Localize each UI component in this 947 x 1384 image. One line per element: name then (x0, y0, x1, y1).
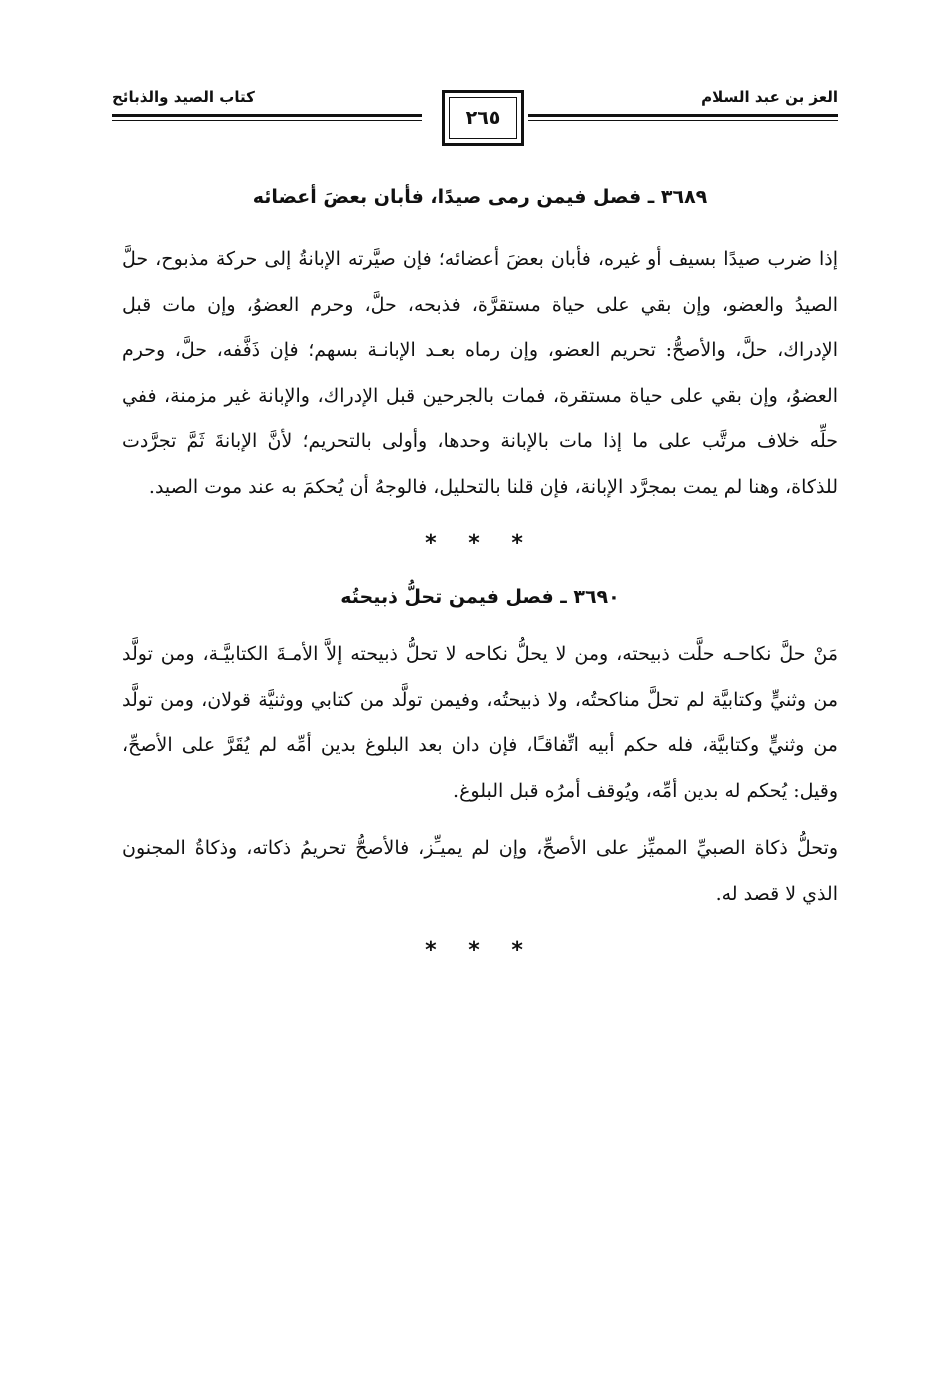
page-body (122, 172, 838, 979)
running-header-author: العز بن عبد السلام (701, 88, 838, 106)
page-number: ٢٦٥ (465, 107, 501, 129)
page-header (112, 88, 838, 158)
page-number-box (442, 90, 524, 146)
section-title-3689: ٣٦٨٩ ـ فصل فيمن رمى صيدًا، فأبان بعضَ أعضائه (252, 186, 708, 208)
running-header-book-title: كتاب الصيد والذبائح (112, 88, 255, 106)
paragraph: إذا ضرب صيدًا بسيف أو غيره، فأبان بعضَ أعضائه؛ فإن صيَّرته الإبانةُ إلى حركة مذبوح، حلَّ الصيدُ والعضو، وإن بقي على حياة مستقرَّة، فذبحه، حلَّ، وحرم العضوُ، وإن مات قبل الإدراك، حلَّ، والأصحُّ: تحريم العضو، وإن رماه بعـد الإبانـة بسهم؛ فإن ذَفَّفه، حلَّ، وحرم العضوُ، وإن بقي على حياة مستقرة، فمات بالجرحين قبل الإدراك، والإبانة غير مزمنة، ففي حلِّه خلاف مرتَّب على ما إذا مات بالإبانة وحدها، وأولى بالتحريم؛ لأنَّ الإبانةَ ثَمَّ تجرَّدت للذكاة، وهنا لم يمت بمجرَّد الإبانة، فإن قلنا بالتحليل، فالوجهُ أن يُحكمَ به عند موت الصيد. (122, 248, 838, 498)
section-separator: * * * (425, 531, 535, 556)
section-separator: * * * (425, 938, 535, 963)
paragraph: مَنْ حلَّ نكاحـه حلَّت ذبيحته، ومن لا يحلُّ نكاحه لا تحلُّ ذبيحته إلاَّ الأمـةَ الكتابيَّـة، ومن تولَّد من وثنيٍّ وكتابيَّة لم تحلَّ مناكحتُه، ولا ذبيحتُه، وفيمن تولَّد من كتابي ووثنيَّة قولان، ومن تولَّد من وثنيٍّ وكتابيَّة، فله حكم أبيه اتِّفاقـًا، فإن دان بعد البلوغ بدين أمِّه لم يُقَرَّ على الأصحِّ، وقيل: يُحكم له بدين أمِّه، ويُوقف أمرُه قبل البلوغ. (122, 643, 838, 802)
section-title-3690: ٣٦٩٠ ـ فصل فيمن تحلُّ ذبيحتُه (340, 586, 620, 608)
header-rule-left (112, 114, 422, 117)
header-rule-right (528, 114, 838, 117)
paragraph: وتحلُّ ذكاة الصبيِّ المميِّز على الأصحِّ، وإن لم يميـِّز، فالأصحُّ تحريمُ ذكاته، وذكاةُ المجنون الذي لا قصد له. (122, 837, 838, 905)
